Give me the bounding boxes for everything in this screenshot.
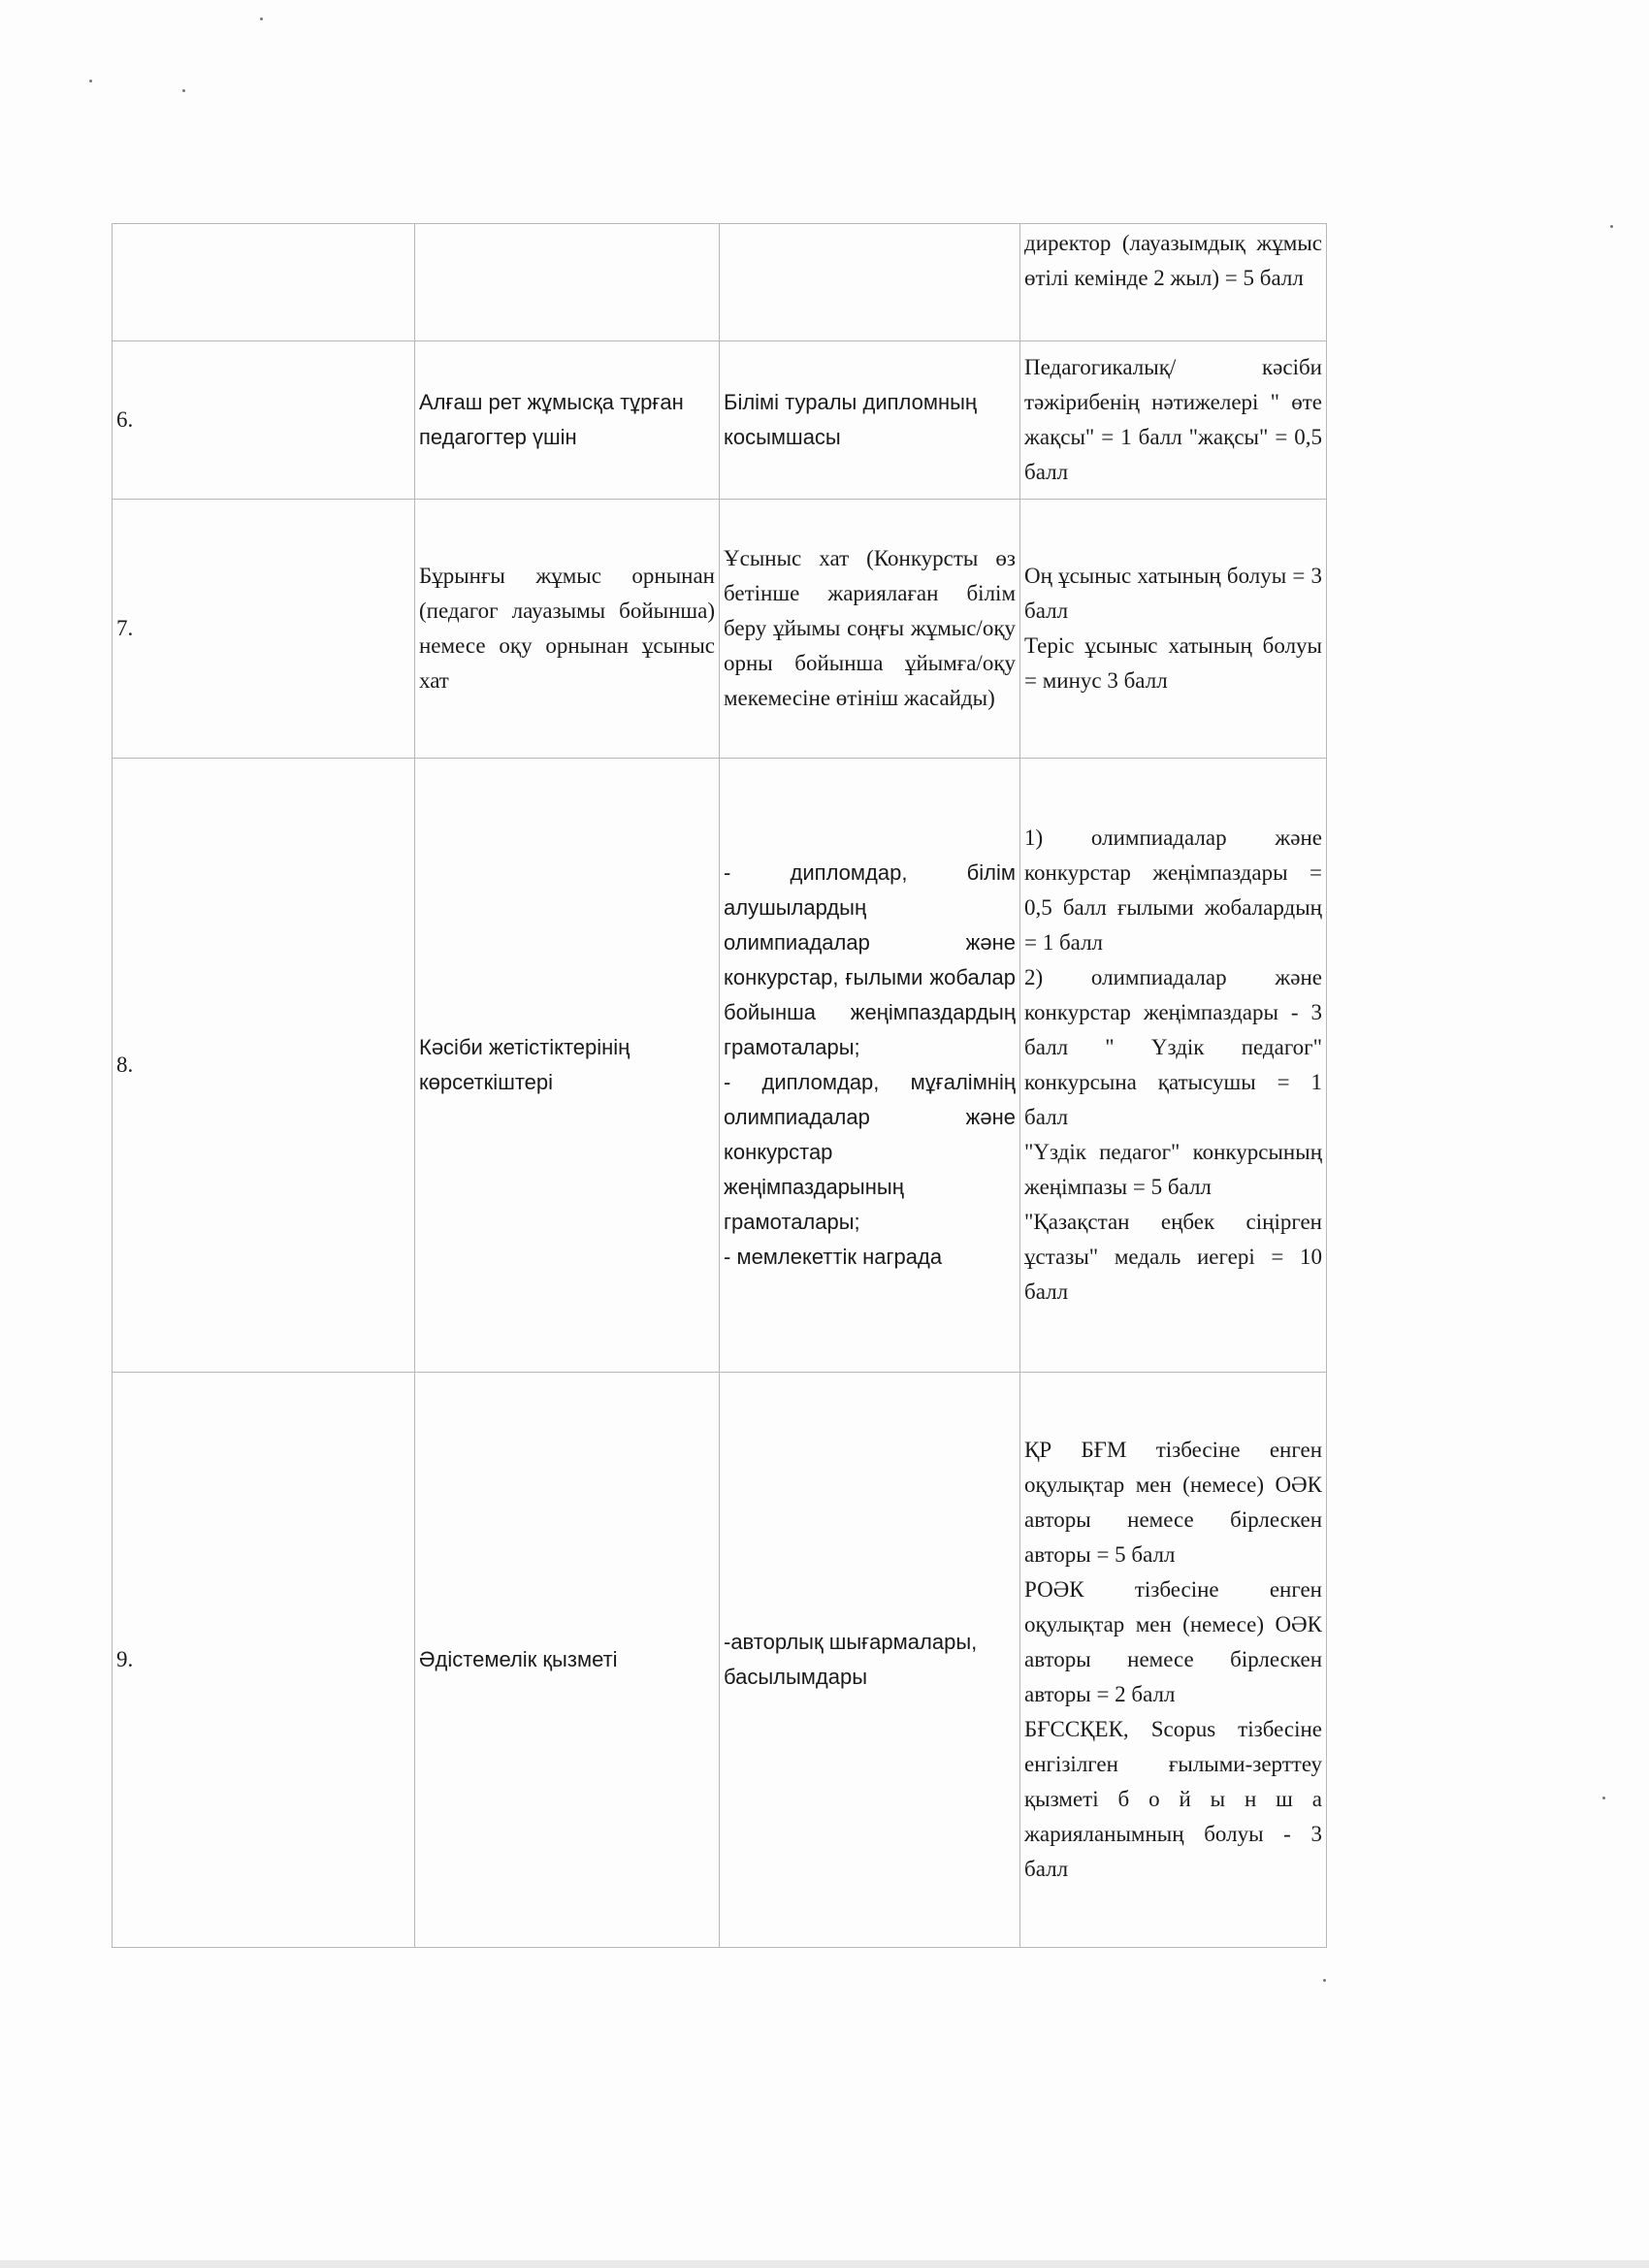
criterion-cell [415,500,720,759]
criterion-cell: Алғаш рет жұмысқа тұрған педагогтер үшін [415,341,720,500]
table-row [113,759,1327,1373]
score-cell [1020,224,1327,341]
document-cell [720,500,1020,759]
document-cell [720,759,1020,1373]
scan-speck [1610,225,1613,228]
score-cell [1020,1373,1327,1948]
score-text: "Қазақстан еңбек сіңірген ұстазы" медаль иегері = 10 балл [1024,1210,1322,1304]
score-cell [1020,500,1327,759]
document-text: - мемлекеттік награда [724,1245,943,1269]
row-number: 8. [113,759,415,1373]
document-text: - дипломдар, білім алушылардың олимпиадалар және конкурстар, ғылыми жобалар бойынша жеңімпаздардың грамоталары; [724,860,1016,1059]
criterion-cell: Әдістемелік қызметі [415,1373,720,1948]
score-text: директор (лауазымдық жұмыс өтілі кемінде 2 жыл) = 5 балл [1024,231,1322,290]
score-text: БҒССҚЕК, Scopus тізбесіне енгізілген ғылыми-зерттеу қызметі б о й ы н ш а жарияланымның болуы - 3 балл [1024,1717,1322,1881]
score-cell [1020,759,1327,1373]
scan-speck [182,89,185,92]
row-number: 7. [113,500,415,759]
score-text: 1) олимпиадалар және конкурстар жеңімпаздары = 0,5 балл ғылыми жобалардың = 1 балл [1024,826,1322,955]
row-number: 9. [113,1373,415,1948]
cell-empty [415,224,720,341]
document-text: Ұсыныс хат (Конкурсты өз бетінше жариялаған білім беру ұйымы соңғы жұмыс/оқу орны бойынша ұйымға/оқу мекемесіне өтініш жасайды) [724,546,1016,710]
scan-speck [1323,1979,1326,1982]
row-number: 6. [113,341,415,500]
document-cell: -авторлық шығармалары, басылымдары [720,1373,1020,1948]
criteria-table [112,223,1327,1948]
scan-edge [0,2260,1649,2268]
score-text: Оң ұсыныс хатының болуы = 3 балл [1024,564,1322,623]
score-cell [1020,341,1327,500]
score-text: "Үздік педагог" конкурсының жеңімпазы = 5 балл [1024,1140,1322,1199]
table-row [113,1373,1327,1948]
table-row [113,500,1327,759]
score-text: 2) олимпиадалар және конкурстар жеңімпаздары - 3 балл " Үздік педагог" конкурсына қатысушы = 1 балл [1024,965,1322,1129]
table-row [113,341,1327,500]
score-text: Педагогикалық/ кәсіби тәжірибенің нәтижелері " өте жақсы" = 1 балл "жақсы" = 0,5 балл [1024,355,1322,484]
scan-speck [1602,1797,1605,1799]
cell-empty [113,224,415,341]
scan-speck [260,17,263,20]
score-text: РОӘК тізбесіне енген оқулықтар мен (немесе) ОӘК авторы немесе бірлескен авторы = 2 балл [1024,1577,1322,1706]
table-row [113,224,1327,341]
document-cell: Білімі туралы дипломның косымшасы [720,341,1020,500]
score-text: Теріс ұсыныс хатының болуы = минус 3 балл [1024,633,1322,693]
score-text: ҚР БҒМ тізбесіне енген оқулықтар мен (немесе) ОӘК авторы немесе бірлескен авторы = 5 балл [1024,1438,1322,1567]
document-text: - дипломдар, мұғалімнің олимпиадалар және конкурстар жеңімпаздарының грамоталары; [724,1070,1016,1234]
scan-speck [89,80,92,82]
criterion-cell: Кәсіби жетістіктерінің көрсеткіштері [415,759,720,1373]
criterion-text: Бұрынғы жұмыс орнынан (педагог лауазымы бойынша) немесе оқу орнынан ұсыныс хат [419,564,715,693]
cell-empty [720,224,1020,341]
